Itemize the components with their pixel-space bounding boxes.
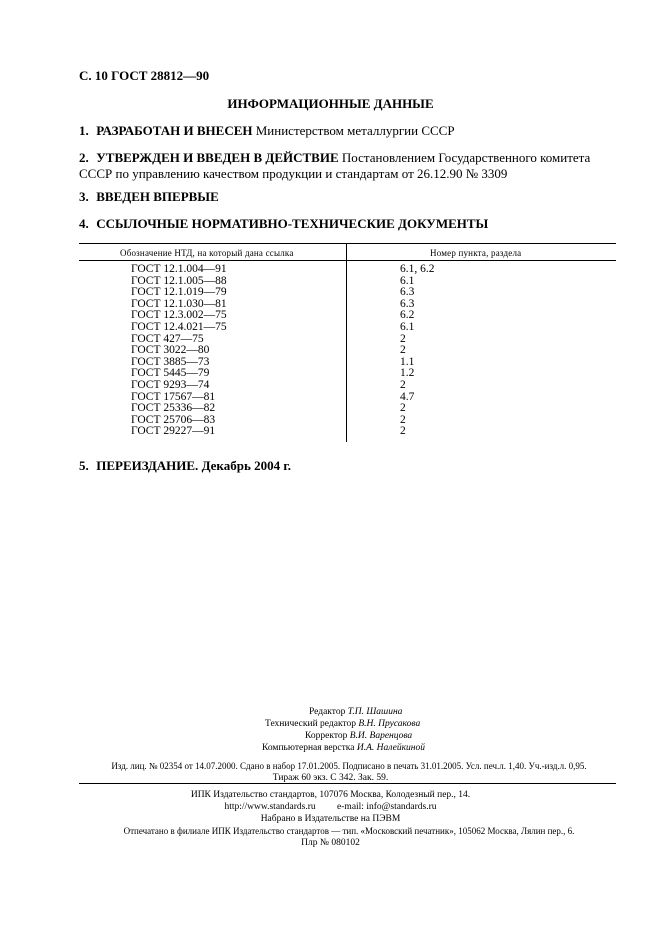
item-heading: ССЫЛОЧНЫЕ НОРМАТИВНО-ТЕХНИЧЕСКИЕ ДОКУМЕНТЫ — [96, 216, 489, 231]
table-cell-ref: 6.3 — [400, 286, 415, 299]
table-top-rule — [79, 243, 616, 244]
item-heading: ВВЕДЕН ВПЕРВЫЕ — [96, 189, 219, 204]
table-cell-doc: ГОСТ 17567—81 — [131, 390, 216, 403]
info-item-5 — [79, 458, 619, 474]
table-cell-ref: 6.1, 6.2 — [400, 263, 435, 275]
item-number: 5. — [79, 458, 89, 473]
item-number: 1. — [79, 123, 89, 138]
table-column-divider — [346, 244, 347, 442]
table-cell-doc: ГОСТ 25336—82 — [131, 402, 216, 415]
table-cell-doc: ГОСТ 5445—79 — [131, 367, 210, 380]
item-heading: ПЕРЕИЗДАНИЕ. — [96, 458, 199, 473]
table-col1-header: Обозначение НТД, на который дана ссылка — [120, 248, 294, 258]
table-cell-doc: ГОСТ 29227—91 — [131, 425, 216, 438]
table-cell-doc: ГОСТ 12.4.021—75 — [131, 320, 227, 333]
footer-line-1: ИПК Издательство стандартов, 107076 Москва, Колодезный пер., 14. — [190, 790, 471, 800]
table-cell-ref: 6.1 — [400, 320, 415, 333]
table-col2-header: Номер пункта, раздела — [430, 248, 522, 258]
footer-line-4: Отпечатано в филиале ИПК Издательство стандартов — тип. «Московский печатник», 105062 Москва, Лялин пер., 6. — [123, 826, 575, 836]
table-cell-ref: 2 — [400, 413, 406, 426]
table-cell-ref: 2 — [400, 378, 406, 391]
table-cell-doc: ГОСТ 12.1.030—81 — [131, 297, 227, 310]
table-cell-ref: 4.7 — [400, 390, 415, 403]
table-cell-doc: ГОСТ 3022—80 — [131, 344, 210, 357]
item-text: Министерством металлургии СССР — [252, 123, 455, 138]
table-cell-ref: 6.2 — [400, 309, 415, 322]
table-cell-ref: 6.3 — [400, 297, 415, 310]
table-cell-doc: ГОСТ 12.3.002—75 — [131, 309, 227, 322]
credit-role: Компьютерная верстка — [262, 743, 355, 753]
credit-name: И.А. Налейкиной — [356, 743, 425, 753]
table-cell-doc: ГОСТ 3885—73 — [131, 355, 210, 368]
table-cell-ref: 2 — [400, 332, 406, 345]
table-cell-doc: ГОСТ 427—75 — [131, 332, 204, 345]
item-text: Декабрь 2004 г. — [198, 458, 292, 473]
info-item-3 — [79, 189, 619, 205]
info-item-4 — [79, 216, 619, 232]
table-cell-ref: 6.1 — [400, 274, 415, 287]
item-heading: РАЗРАБОТАН И ВНЕСЕН — [96, 123, 253, 138]
publishing-line-1: Изд. лиц. № 02354 от 14.07.2000. Сдано в набор 17.01.2005. Подписано в печать 31.01.2005. Усл. печ.л. 1,40. Уч.-изд.л. 0,95. — [111, 761, 587, 771]
credit-role: Редактор — [309, 707, 346, 717]
info-item-1 — [79, 123, 619, 139]
item-number: 3. — [79, 189, 89, 204]
table-cell-ref: 1.2 — [400, 367, 415, 380]
credit-name: Т.П. Шашина — [347, 707, 403, 717]
credit-corrector — [305, 730, 412, 742]
table-col-refs — [400, 264, 435, 438]
footer-contacts — [0, 801, 661, 813]
table-cell-ref: 2 — [400, 402, 406, 415]
table-cell-ref: 1.1 — [400, 355, 415, 368]
credit-role: Корректор — [305, 731, 348, 741]
credit-editor — [309, 706, 402, 718]
footer-email-link[interactable]: e-mail: info@standards.ru — [337, 802, 437, 812]
publishing-line-2: Тираж 60 экз. С 342. Зак. 59. — [272, 773, 389, 783]
table-col-docs — [131, 264, 227, 438]
footer-url-link[interactable]: http://www.standards.ru — [224, 802, 316, 812]
item-heading: УТВЕРЖДЕН И ВВЕДЕН В ДЕЙСТВИЕ — [96, 150, 339, 165]
item-number: 4. — [79, 216, 89, 231]
item-number: 2. — [79, 150, 89, 165]
table-cell-ref: 2 — [400, 344, 406, 357]
footer-line-5: Плр № 080102 — [301, 838, 360, 848]
table-cell-ref: 2 — [400, 425, 406, 438]
credit-layout — [262, 742, 425, 754]
credit-name: В.И. Варенцова — [349, 731, 413, 741]
table-cell-doc: ГОСТ 12.1.004—91 — [131, 263, 227, 275]
credit-role: Технический редактор — [265, 719, 356, 729]
info-item-2 — [79, 150, 624, 182]
table-cell-doc: ГОСТ 25706—83 — [131, 413, 216, 426]
page-header: С. 10 ГОСТ 28812—90 — [79, 68, 210, 83]
table-cell-doc: ГОСТ 12.1.005—88 — [131, 274, 227, 287]
section-title: ИНФОРМАЦИОННЫЕ ДАННЫЕ — [227, 96, 434, 111]
table-cell-doc: ГОСТ 12.1.019—79 — [131, 286, 227, 299]
credit-name: В.Н. Прусакова — [358, 719, 421, 729]
item-text: Постановлением Государственного комитета СССР по управлению качеством продукции и стандартам от 26.12.90 № 3309 — [79, 150, 591, 181]
table-cell-doc: ГОСТ 9293—74 — [131, 378, 210, 391]
footer-rule — [79, 783, 616, 784]
table-header-rule — [79, 260, 616, 261]
credit-tech-editor — [265, 718, 420, 730]
footer-line-3: Набрано в Издательстве на ПЭВМ — [260, 814, 401, 824]
